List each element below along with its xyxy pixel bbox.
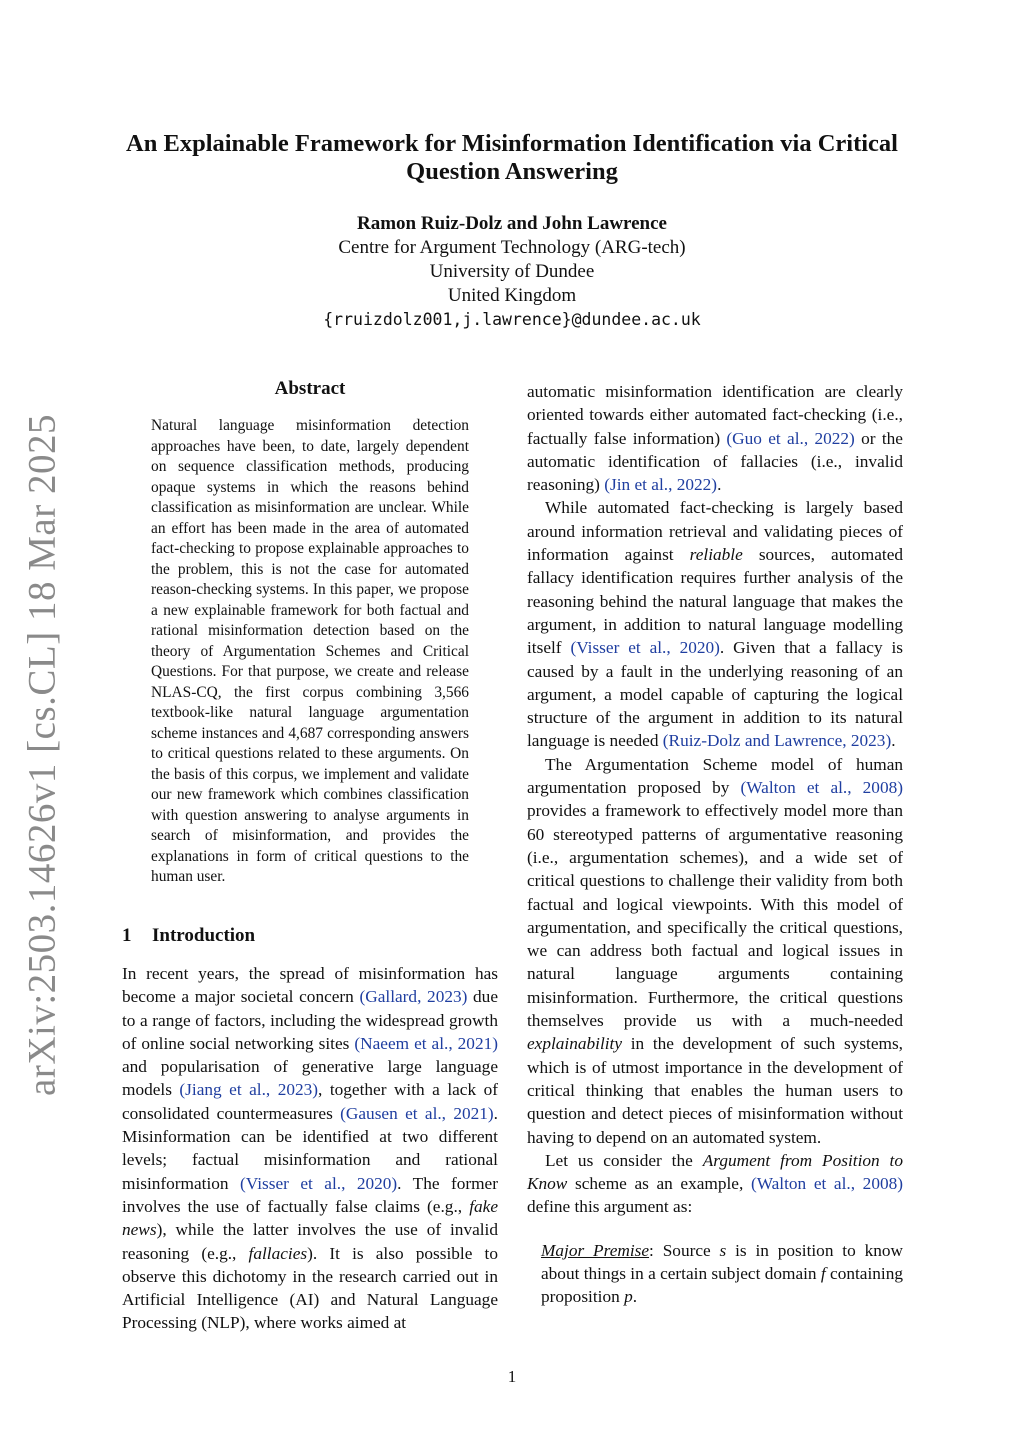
- section-number: 1: [122, 925, 132, 946]
- affiliation-line-3: United Kingdom: [447, 285, 577, 306]
- citation-link[interactable]: (Walton et al., 2008): [750, 1174, 903, 1194]
- citation-link[interactable]: (Walton et al., 2008): [740, 778, 903, 798]
- section-heading-introduction: [122, 925, 255, 947]
- body-text: or the automatic identification of fallacies (i.e., invalid reasoning): [527, 428, 903, 495]
- body-text: .: [632, 1287, 638, 1307]
- body-text: and popularisation of generative large language models: [122, 1057, 498, 1100]
- major-premise: [541, 1239, 903, 1309]
- citation-link[interactable]: (Jiang et al., 2023): [179, 1080, 319, 1100]
- citation-link[interactable]: (Naeem et al., 2021): [354, 1033, 498, 1053]
- affiliation-line-2: University of Dundee: [429, 261, 595, 282]
- body-text: , together with a lack of consolidated countermeasures: [122, 1080, 498, 1123]
- citation-link[interactable]: (Guo et al., 2022): [726, 428, 855, 448]
- affiliation-line-1: Centre for Argument Technology (ARG-tech): [338, 237, 686, 258]
- body-text: . The former involves the use of factually false claims (e.g.,: [122, 1173, 498, 1216]
- citation-link[interactable]: (Visser et al., 2020): [570, 638, 720, 658]
- citation-link[interactable]: (Jin et al., 2022): [604, 475, 718, 495]
- body-text: scheme as an example,: [567, 1174, 751, 1194]
- premise-label: Major Premise: [541, 1240, 650, 1260]
- citation-link[interactable]: (Gausen et al., 2021): [340, 1103, 494, 1123]
- author-block: [110, 212, 914, 332]
- emphasis-text: explainability: [527, 1034, 623, 1054]
- body-text: containing proposition: [541, 1263, 903, 1307]
- arxiv-identifier-stamp: [12, 414, 72, 1096]
- body-text: While automated fact-checking is largely based around information retrieval and validating pieces of information against: [527, 498, 903, 565]
- body-text: . Misinformation can be identified at two different levels; factual misinformation and rational misinformation: [122, 1103, 498, 1193]
- citation-link[interactable]: (Gallard, 2023): [359, 987, 468, 1007]
- abstract-text: Natural language misinformation detection approaches have been, to date, largely dependent on sequence classification methods, producing opaque systems in which the reasons behind classification as misinformation are unclear. While an effort has been made in the area of automated fact-checking to propose explainable approaches to the problem, this is not the case for automated reason-checking systems. In this paper, we propose a new explainable framework for both factual and rational misinformation detection based on the theory of Argumentation Schemes and Critical Questions. For that purpose, we create and release NLAS-CQ, the first corpus combining 3,566 textbook-like natural language argumentation scheme instances and 4,687 corresponding answers to critical questions related to these arguments. On the basis of this corpus, we implement and validate our new framework which combines classification with question answering to analyse arguments in search of misinformation, and provides the explanations in form of critical questions to the human user.: [151, 417, 469, 885]
- body-text: .: [717, 475, 722, 495]
- math-variable: s: [719, 1240, 727, 1260]
- body-text: In recent years, the spread of misinformation has become a major societal concern: [122, 964, 498, 1007]
- page-number: 1: [507, 1367, 517, 1386]
- body-text: provides a framework to effectively model more than 60 stereotyped patterns of argumentative reasoning (i.e., argumentation schemes), and a wide set of critical questions to challenge their validity from both factual and logical viewpoints. With this model of argumentation, and specifically the critical questions, we can address both factual and logical issues in natural language arguments containing misinformation. Furthermore, the critical questions themselves provide us with a much-needed: [527, 801, 903, 1031]
- body-text: sources, automated fallacy identification requires further analysis of the reasoning behind the natural language that makes the argument, in addition to natural language modelling itself: [527, 545, 903, 658]
- intro-paragraph-3: [527, 753, 903, 1149]
- body-text: .: [891, 731, 896, 751]
- arxiv-stamp-text: arXiv:2503.14626v1 [cs.CL] 18 Mar 2025: [20, 414, 64, 1096]
- body-text: ), while the latter involves the use of invalid reasoning (e.g.,: [122, 1220, 498, 1263]
- intro-paragraph-1: [122, 962, 498, 1335]
- author-names: Ramon Ruiz-Dolz and John Lawrence: [357, 213, 667, 234]
- body-text: is in position to know about things in a certain subject domain: [541, 1240, 903, 1283]
- emphasis-text: fallacies: [248, 1243, 308, 1263]
- body-text: due to a range of factors, including the widespread growth of online social networking sites: [122, 987, 498, 1053]
- body-text: automatic misinformation identification are clearly oriented towards either automated fact-checking (i.e., factually false information): [527, 382, 903, 448]
- intro-paragraph-continued: [527, 380, 903, 496]
- emphasis-text: reliable: [689, 545, 743, 565]
- math-variable: p: [624, 1287, 633, 1307]
- math-variable: f: [820, 1263, 826, 1283]
- body-text: Let us consider the: [545, 1150, 703, 1170]
- emphasis-text: Argument from Position to Know: [527, 1150, 903, 1194]
- body-text: . Given that a fallacy is caused by a fault in the underlying reasoning of an argument, a model capable of capturing the logical structure of the argument in addition to its natural language is needed: [527, 638, 903, 751]
- body-text: : Source: [649, 1240, 720, 1260]
- body-text: in the development of such systems, which is of utmost importance in the development of critical thinking that enables the human users to question and detect pieces of misinformation without having to depend on an automated system.: [527, 1034, 903, 1147]
- body-text: ). It is also possible to observe this dichotomy in the research carried out in Artificial Intelligence (AI) and Natural Language Processing (NLP), where works aimed at: [122, 1243, 499, 1333]
- intro-paragraph-4: [527, 1149, 903, 1219]
- author-email: {rruizdolz001,j.lawrence}@dundee.ac.uk: [323, 310, 701, 329]
- paper-title: An Explainable Framework for Misinformation Identification via Critical Question Answering: [126, 130, 898, 185]
- citation-link[interactable]: (Ruiz-Dolz and Lawrence, 2023): [662, 731, 892, 751]
- section-title: Introduction: [152, 925, 256, 946]
- abstract-heading: Abstract: [274, 378, 346, 399]
- intro-paragraph-2: [527, 496, 903, 752]
- body-text: define this argument as:: [527, 1197, 693, 1217]
- emphasis-text: fake news: [122, 1196, 498, 1240]
- intro-right-column: [527, 380, 903, 1309]
- citation-link[interactable]: (Visser et al., 2020): [240, 1173, 398, 1193]
- body-text: The Argumentation Scheme model of human argumentation proposed by: [527, 754, 903, 798]
- intro-left-column: [122, 962, 498, 1335]
